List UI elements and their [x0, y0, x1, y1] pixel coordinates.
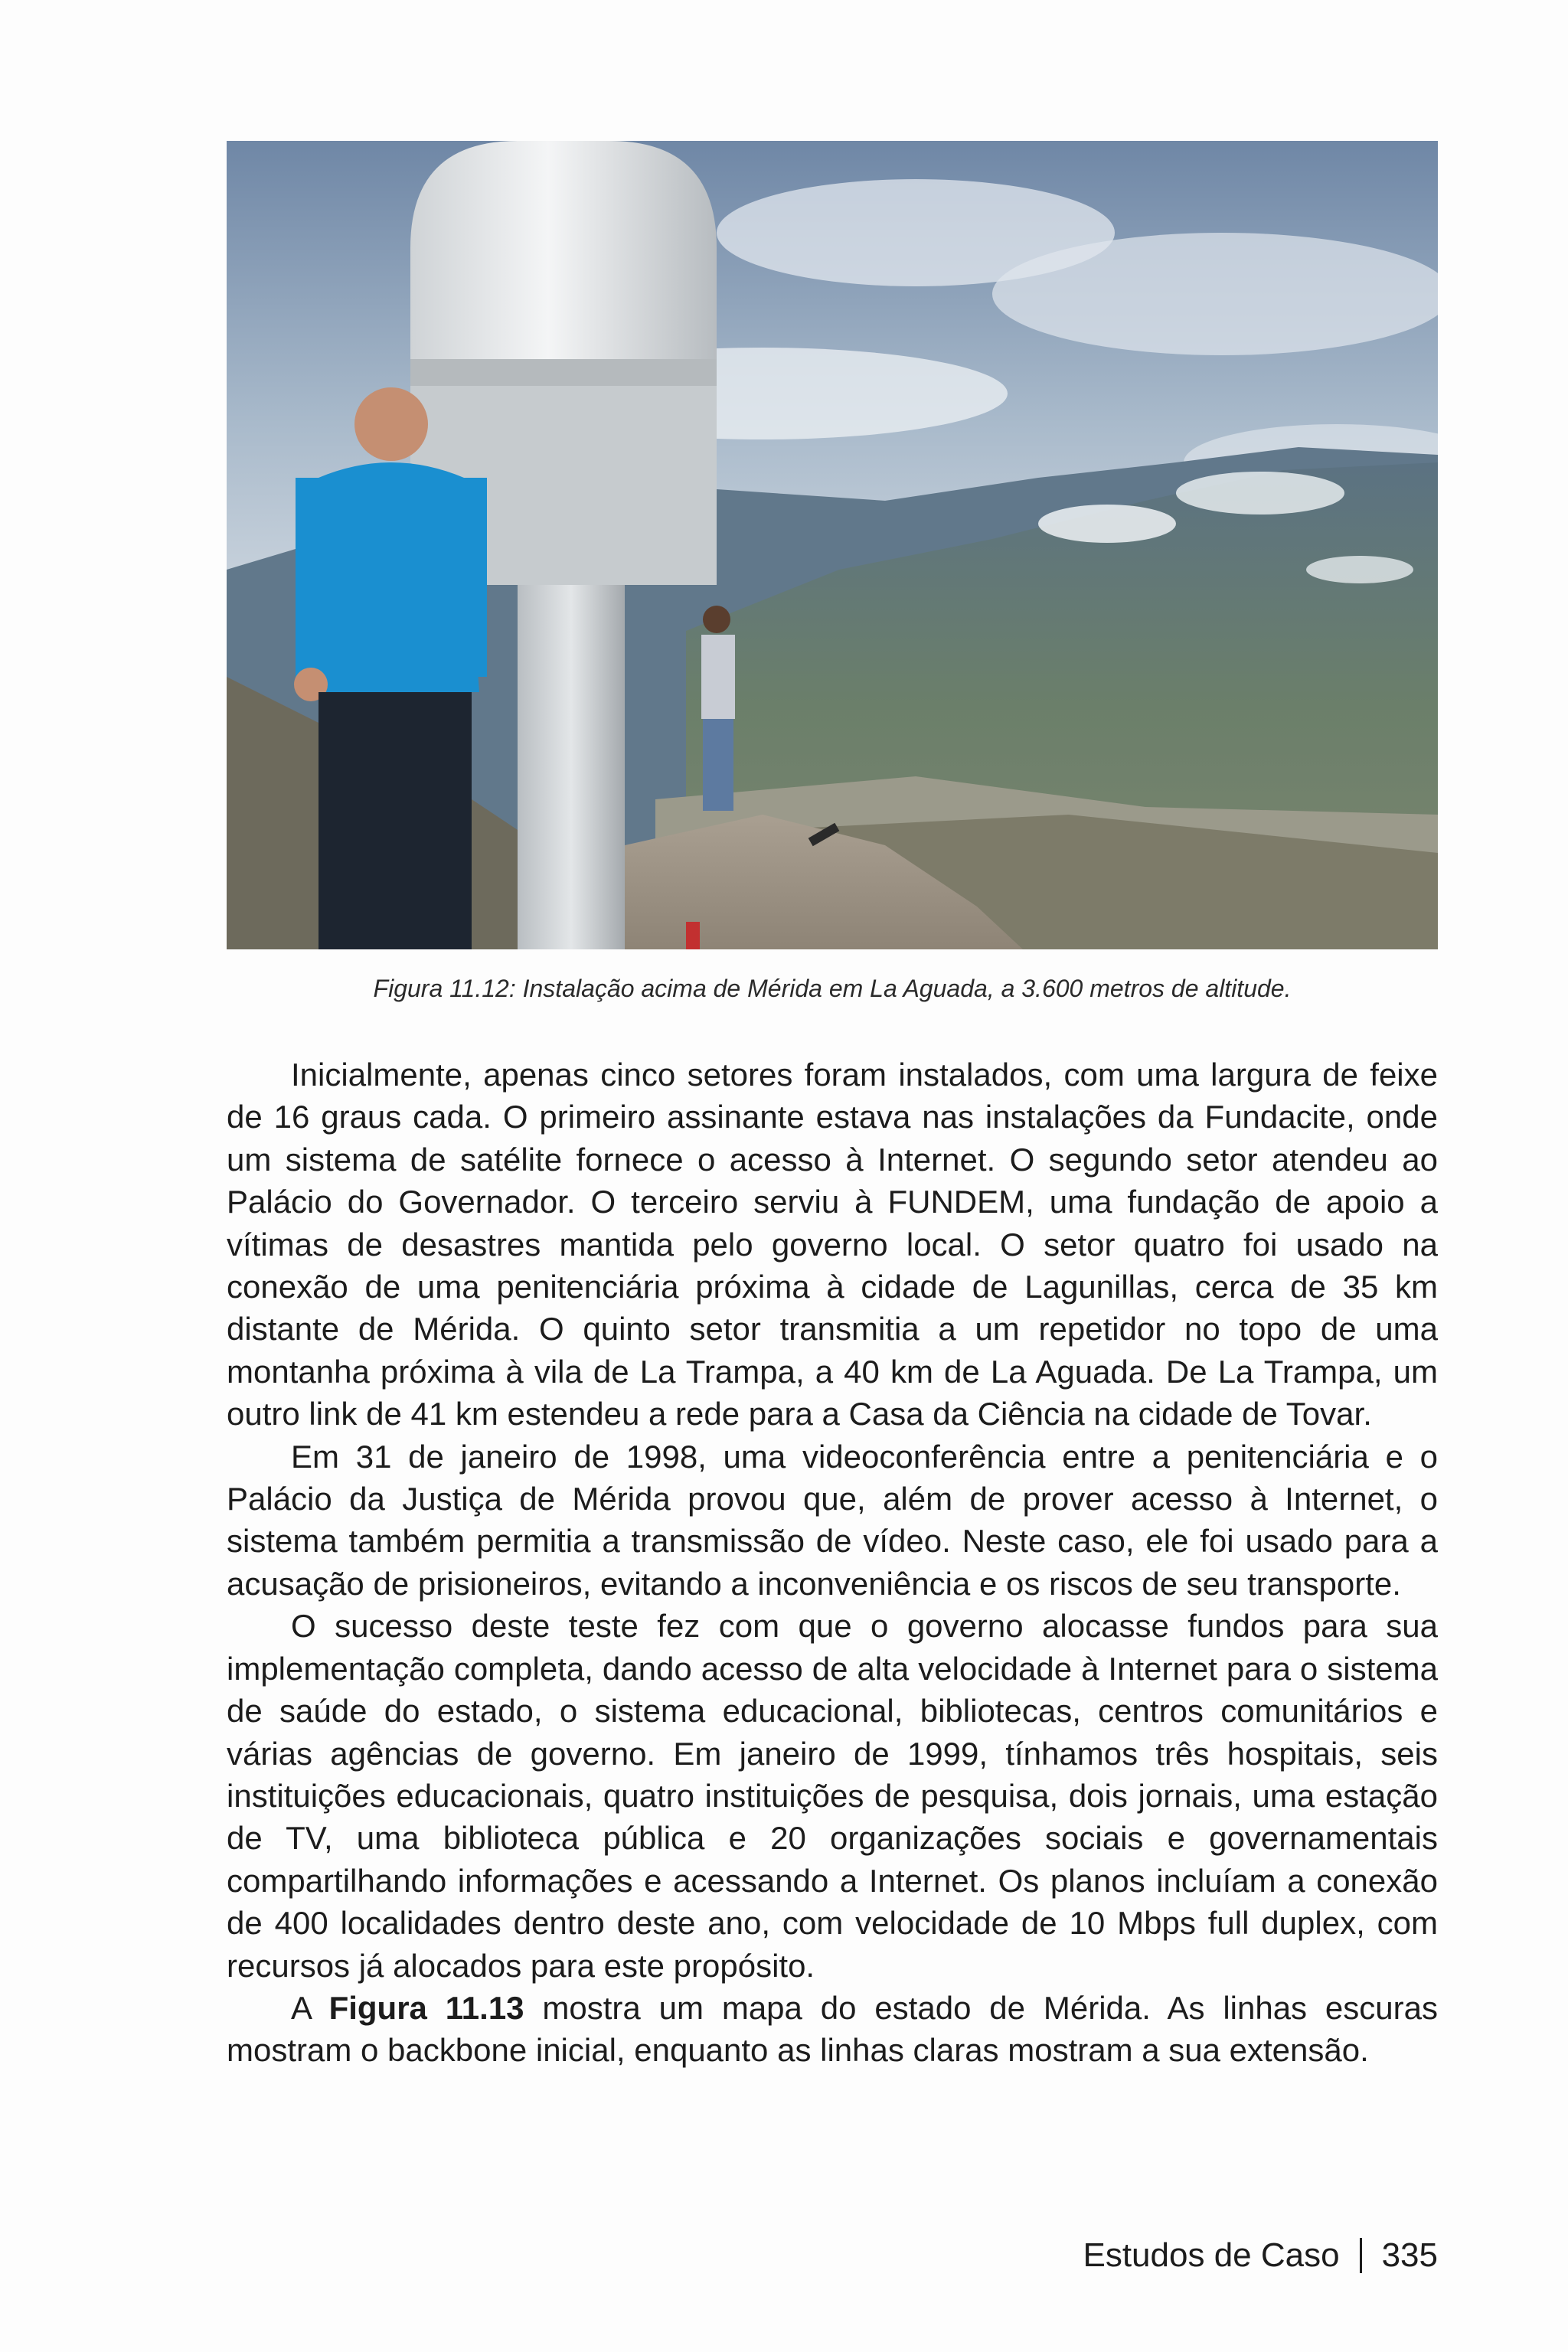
- figure-caption: Figura 11.12: Instalação acima de Mérida em La Aguada, a 3.600 metros de altitude.: [373, 975, 1292, 1002]
- page-number: 335: [1381, 2236, 1438, 2274]
- footer-divider: [1360, 2238, 1362, 2273]
- figure-photo: [227, 141, 1438, 949]
- photo-illustration: [227, 141, 1438, 949]
- figure-reference: Figura 11.13: [328, 1989, 524, 2026]
- footer-section: Estudos de Caso: [1083, 2236, 1340, 2274]
- page-footer: [1083, 2234, 1438, 2277]
- paragraph-3: O sucesso deste teste fez com que o governo alocasse fundos para sua implementação completa, dando acesso de alta velocidade à Internet para o sistema de saúde do estado, o sistema educacional, bibliotecas, centros comunitários e várias agências de governo. Em janeiro de 1999, tínhamos três hospitais, seis instituições educacionais, quatro instituições de pesquisa, dois jornais, uma estação de TV, uma biblioteca pública e 20 organizações sociais e governamentais compartilhando informações e acessando a Internet. Os planos incluíam a conexão de 400 localidades dentro deste ano, com velocidade de 10 Mbps full duplex, com recursos já alocados para este propósito.: [227, 1608, 1438, 1984]
- paragraph-4: [227, 1987, 1438, 2072]
- paragraph-1: Inicialmente, apenas cinco setores foram instalados, com uma largura de feixe de 16 graus cada. O primeiro assinante estava nas instalações da Fundacite, onde um sistema de satélite fornece o acesso à Internet. O segundo setor atendeu ao Palácio do Governador. O terceiro serviu à FUNDEM, uma fundação de apoio a vítimas de desastres mantida pelo governo local. O setor quatro foi usado na conexão de uma penitenciária próxima à cidade de Lagunillas, cerca de 35 km distante de Mérida. O quinto setor transmitia a um repetidor no topo de uma montanha próxima à vila de La Trampa, a 40 km de La Aguada. De La Trampa, um outro link de 41 km estendeu a rede para a Casa da Ciência na cidade de Tovar.: [227, 1057, 1438, 1432]
- body-text: [227, 1054, 1438, 2072]
- paragraph-2: Em 31 de janeiro de 1998, uma videoconferência entre a penitenciária e o Palácio da Justiça de Mérida provou que, além de prover acesso à Internet, o sistema também permitia a transmissão de vídeo. Neste caso, ele foi usado para a acusação de prisioneiros, evitando a inconveniência e os riscos de seu transporte.: [227, 1438, 1438, 1602]
- paragraph-4-text: mostra um mapa do estado de Mérida. As linhas escuras mostram o backbone inicial, enquanto as linhas claras mostram a sua extensão.: [227, 1989, 1438, 2069]
- paragraph-4-prefix: A: [291, 1989, 311, 2026]
